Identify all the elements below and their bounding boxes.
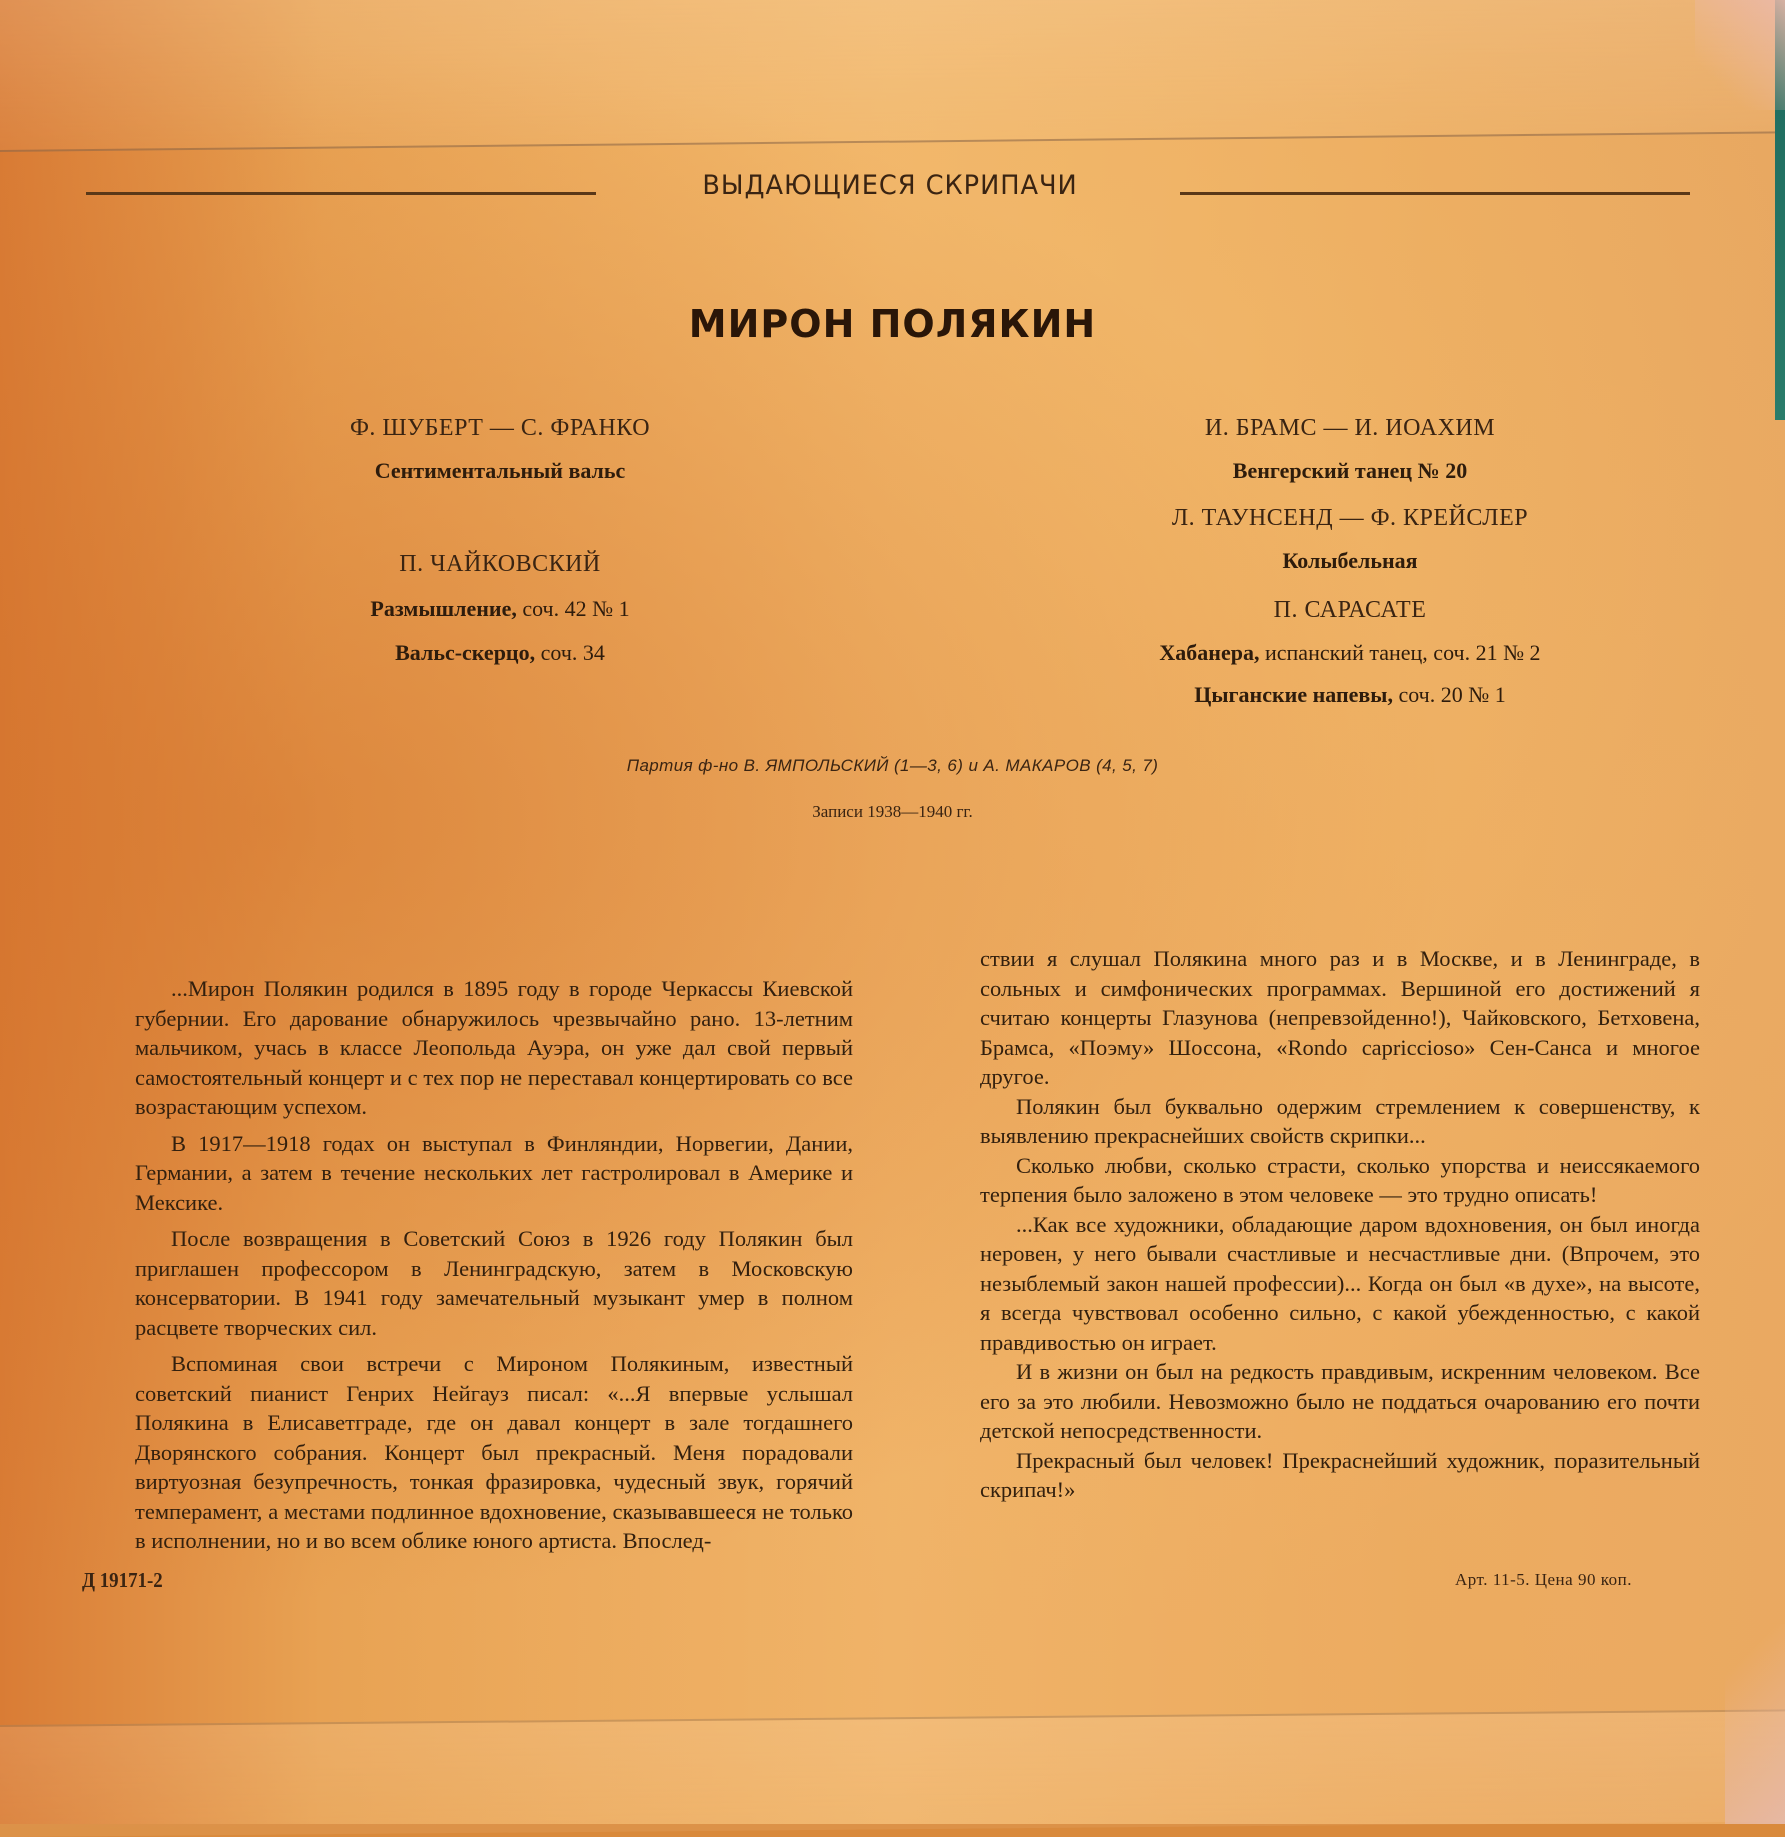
- liner-notes-right: [980, 944, 1700, 1505]
- work-title: [250, 594, 750, 624]
- composer: Л. ТАУНСЕНД — Ф. КРЕЙСЛЕР: [1171, 505, 1529, 531]
- work-name: Венгерский танец № 20: [1232, 458, 1468, 483]
- paragraph: ...Мирон Полякин родился в 1895 году в городе Черкассы Киевской губернии. Его дарование обнаружилось чрезвычайно рано. 13-летним мальчиком, учась в классе Леопольда Ауэра, он уже дал свой первый самостоятельный концерт и с тех пор не переставал концертировать со все возрастающим успехом.: [135, 976, 853, 1119]
- paragraph: После возвращения в Советский Союз в 1926 году Полякин был приглашен профессором в Ленинградскую, затем в Московскую консерватории. В 1941 году замечательный музыкант умер в полном расцвете творческих сил.: [135, 1226, 853, 1340]
- composer: Ф. ШУБЕРТ — С. ФРАНКО: [349, 415, 651, 441]
- work-name: Колыбельная: [1282, 548, 1418, 573]
- work-title: [1050, 680, 1650, 710]
- paragraph: ствии я слушал Полякина много раз и в Москве, и в Ленинграде, в сольных и симфонических программах. Вершиной его достижений я считаю концерты Глазунова (непревзойденно!), Чайковского, Бетховена, Брамса, «Поэму» Шоссона, «Rondo capriccioso» Сен-Санса и многое другое.: [980, 946, 1700, 1089]
- work-title: [1050, 638, 1650, 668]
- work-title: [1050, 456, 1650, 486]
- artist-name: МИРОН ПОЛЯКИН: [688, 302, 1097, 346]
- tape-strip-top: [0, 0, 1785, 152]
- composer: П. САРАСАТЕ: [1273, 597, 1427, 623]
- paragraph: Полякин был буквально одержим стремлением к совершенству, к выявлению прекраснейших свойств скрипки...: [980, 1093, 1700, 1148]
- work-name: Размышление,: [370, 596, 517, 621]
- work-name: Сентиментальный вальс: [374, 458, 626, 483]
- pianist-credits: Партия ф-но В. ЯМПОЛЬСКИЙ (1—3, 6) и А. МАКАРОВ (4, 5, 7): [626, 756, 1159, 775]
- work-title: [250, 456, 750, 486]
- work-title: [250, 638, 750, 668]
- price-label: Арт. 11-5. Цена 90 коп.: [1455, 1570, 1632, 1589]
- tracklist-left: [250, 412, 750, 668]
- paragraph: ...Как все художники, обладающие даром вдохновения, он был иногда неровен, у него бывали счастливые и несчастливые дни. (Впрочем, это незыблемый закон нашей профессии)... Когда он был «в духе», на высоте, я всегда чувствовал особенно сильно, с какой убежденностью, с какой правдивостью он играет.: [980, 1211, 1700, 1355]
- worn-corner-top: [1695, 0, 1785, 110]
- composer: П. ЧАЙКОВСКИЙ: [399, 551, 601, 577]
- tape-strip-bottom: [0, 1709, 1785, 1837]
- paragraph: И в жизни он был на редкость правдивым, искренним человеком. Все его за это любили. Невозможно было не поддаться очарованию его почти детской непосредственности.: [980, 1359, 1700, 1443]
- work-name: Хабанера,: [1159, 640, 1260, 665]
- work-opus: испанский танец, соч. 21 № 2: [1265, 640, 1541, 665]
- rule-left: [86, 192, 596, 195]
- work-opus: соч. 20 № 1: [1398, 682, 1506, 707]
- tracklist-right: [1050, 412, 1650, 710]
- composer: И. БРАМС — И. ИОАХИМ: [1204, 415, 1496, 441]
- liner-notes-left: [135, 974, 853, 1563]
- work-name: Вальс-скерцо,: [395, 640, 536, 665]
- worn-corner-bottom: [1725, 1624, 1785, 1824]
- paragraph: Вспоминая свои встречи с Мироном Полякиным, известный советский пианист Генрих Нейгауз писал: «...Я впервые услышал Полякина в Елисаветграде, где он давал концерт в зале тогдашнего Дворянского собрания. Концерт был прекрасный. Меня порадовали виртуозная безупречность, тонкая фразировка, чудесный звук, горячий темперамент, а местами подлинное вдохновение, сказывавшееся не только в исполнении, но и во всем облике юного артиста. Впослед-: [135, 1351, 853, 1553]
- rule-right: [1180, 192, 1690, 195]
- paragraph: Прекрасный был человек! Прекраснейший художник, поразительный скрипач!»: [980, 1447, 1700, 1502]
- work-opus: соч. 34: [540, 640, 605, 665]
- paragraph: В 1917—1918 годах он выступал в Финляндии, Норвегии, Дании, Германии, а затем в течение нескольких лет гастролировал в Америке и Мексике.: [135, 1130, 853, 1215]
- recording-dates: Записи 1938—1940 гг.: [812, 802, 973, 821]
- work-opus: соч. 42 № 1: [522, 596, 630, 621]
- paragraph: Сколько любви, сколько страсти, сколько упорства и неиссякаемого терпения было заложено в этом человеке — это трудно описать!: [980, 1152, 1700, 1207]
- work-title: [1050, 546, 1650, 576]
- series-header: [80, 170, 1680, 210]
- series-title: ВЫДАЮЩИЕСЯ СКРИПАЧИ: [702, 170, 1078, 201]
- catalog-number: Д 19171-2: [82, 1568, 163, 1592]
- work-name: Цыганские напевы,: [1194, 682, 1393, 707]
